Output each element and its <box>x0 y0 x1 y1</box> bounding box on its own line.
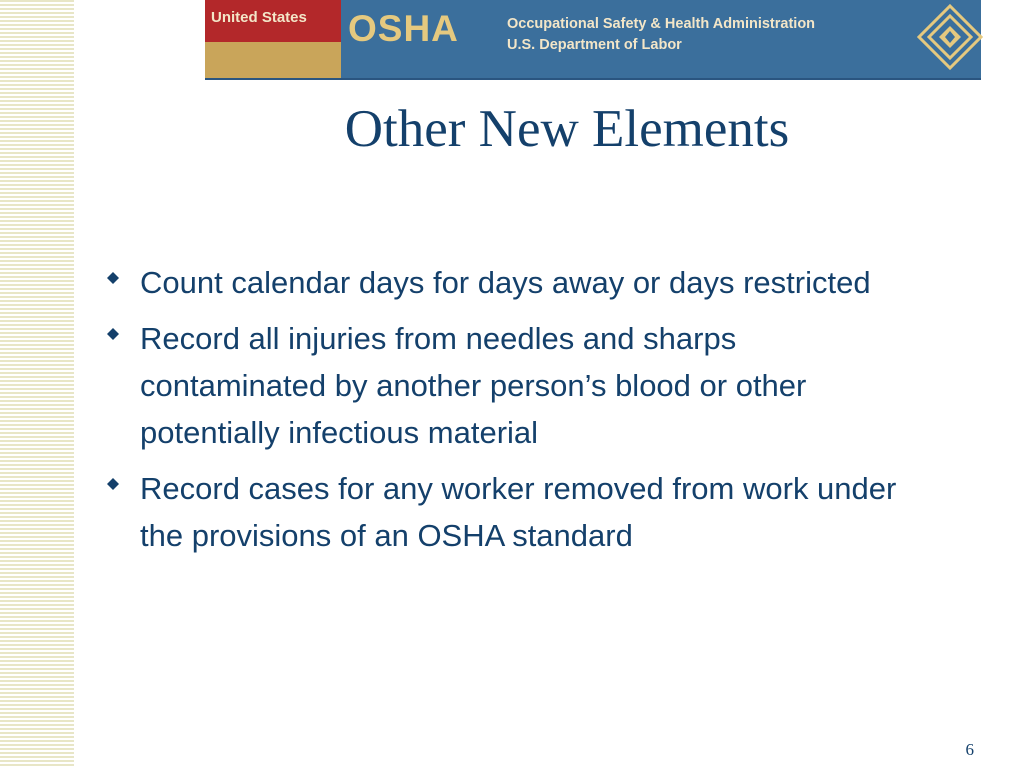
osha-header-banner <box>205 0 981 80</box>
bullet-text: Record all injuries from needles and sharps contaminated by another person’s blood or other potentially infectious material <box>140 321 807 450</box>
banner-agency-line2: U.S. Department of Labor <box>507 37 682 53</box>
page-number: 6 <box>965 740 974 759</box>
banner-us-gold-strip <box>205 42 341 78</box>
bullet-item <box>105 315 915 456</box>
bullet-item <box>105 465 915 559</box>
banner-us-panel <box>205 0 341 78</box>
left-striped-band <box>0 0 74 768</box>
banner-osha-wordmark: OSHA <box>348 8 459 49</box>
diamond-bullet-icon <box>105 259 129 306</box>
bullet-text: Record cases for any worker removed from work under the provisions of an OSHA standard <box>140 471 897 553</box>
diamond-bullet-icon <box>105 315 129 362</box>
slide-title: Other New Elements <box>344 100 790 158</box>
bullet-list <box>105 259 915 568</box>
banner-agency-name <box>507 14 815 56</box>
banner-agency-line1: Occupational Safety & Health Administration <box>507 16 816 32</box>
bullet-item <box>105 259 915 306</box>
bullet-text: Count calendar days for days away or days restricted <box>140 265 871 300</box>
diamond-bullet-icon <box>105 465 129 512</box>
banner-country-label: United States <box>211 9 307 26</box>
dol-diamond-logo-icon <box>917 4 983 70</box>
